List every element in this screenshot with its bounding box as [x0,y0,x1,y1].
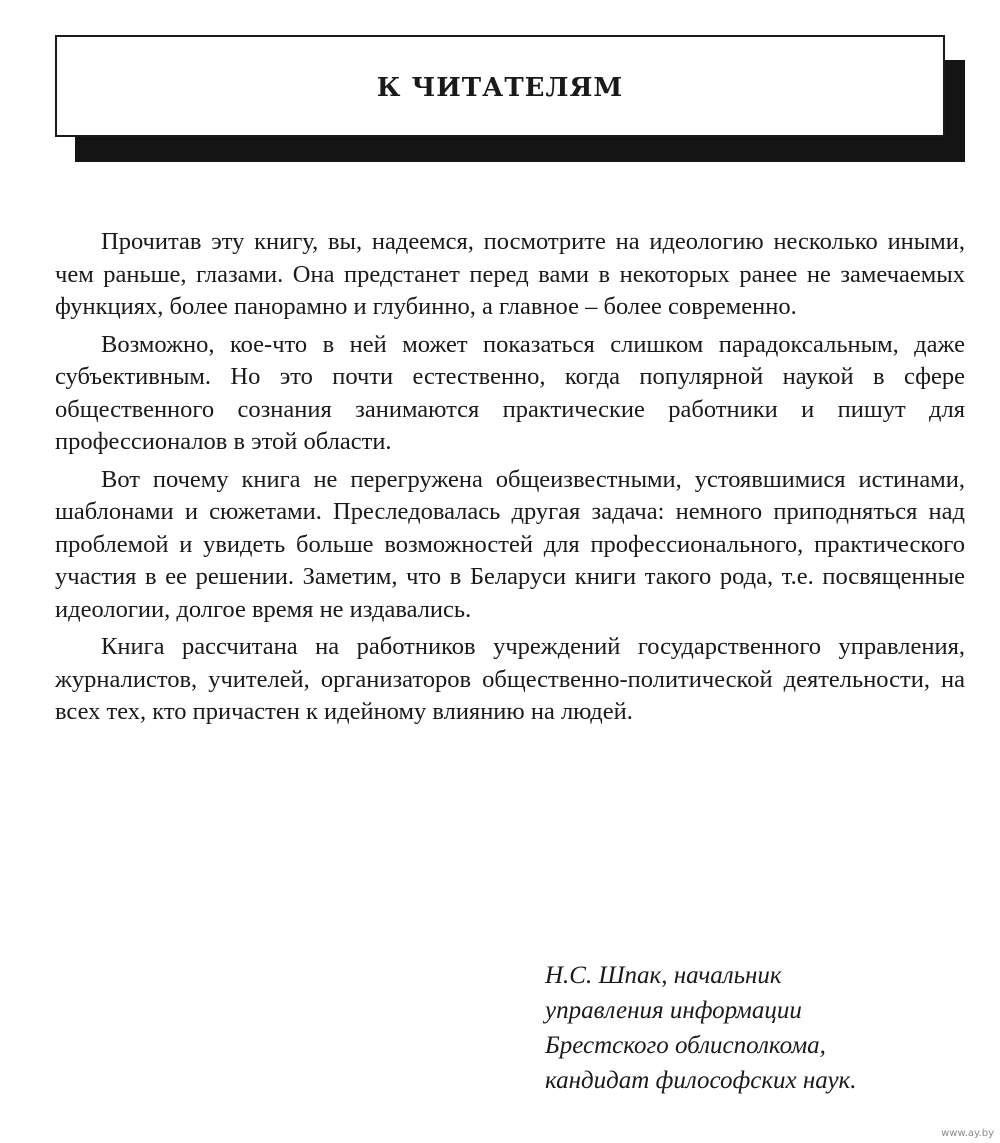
paragraph-4: Книга рассчитана на работников учреждений государственного управления, журналистов, учителей, организаторов общественно-политической деятельности, на всех тех, кто причастен к идейному влиянию на людей. [55,633,965,725]
paragraph-1: Прочитав эту книгу, вы, надеемся, посмотрите на идеологию несколько иными, чем раньше, глазами. Она предстанет перед вами в некоторых ранее не замечаемых функциях, более панорамно и глубинно, а главное – более современно. [55,228,965,320]
signature-block [545,958,975,1098]
page-title: К ЧИТАТЕЛЯМ [376,73,624,103]
signature-degree: кандидат философских наук. [545,1067,857,1094]
body-text [55,226,965,734]
signature-position: управления информации [545,997,802,1024]
header-box [55,35,945,137]
paragraph-2: Возможно, кое-что в ней может показаться слишком парадоксальным, даже субъективным. Но это почти естественно, когда популярной наукой в сфере общественного сознания занимаются практические работники и пишут для профессионалов в этой области. [55,330,965,455]
watermark: www.ay.by [941,1128,994,1139]
signature-organization: Брестского облисполкома, [545,1032,826,1059]
signature-name: Н.С. Шпак, начальник [545,962,782,989]
header-frame [55,35,945,137]
paragraph-3: Вот почему книга не перегружена общеизвестными, устоявшимися истинами, шаблонами и сюжетами. Преследовалась другая задача: немного приподняться над проблемой и увидеть больше возможностей для профессионального, практического участия в ее решении. Заметим, что в Беларуси книги такого рода, т.е. посвященные идеологии, долгое время не издавались. [55,465,965,623]
